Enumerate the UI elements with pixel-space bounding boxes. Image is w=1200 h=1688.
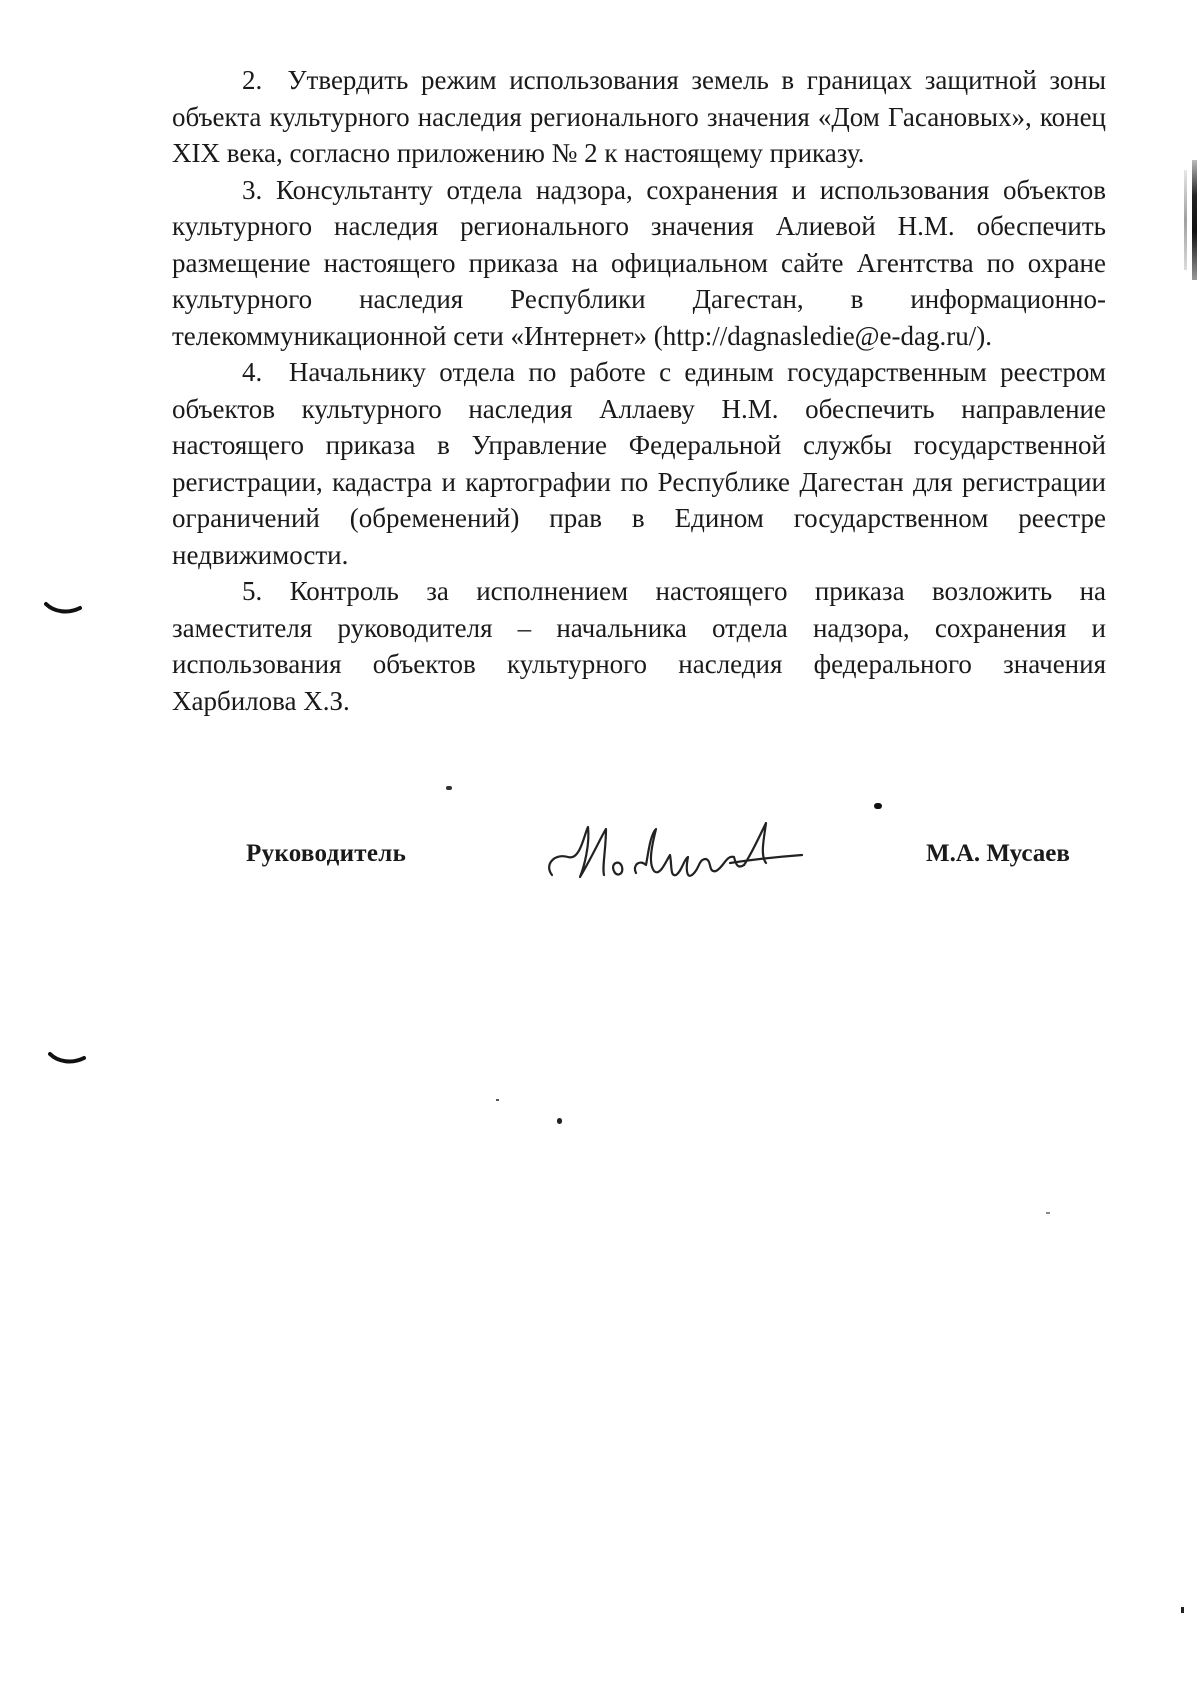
scan-speck bbox=[1046, 1212, 1050, 1214]
scan-speck bbox=[874, 803, 882, 809]
paragraph-5 bbox=[172, 573, 1106, 719]
scan-mark bbox=[48, 1050, 88, 1070]
paragraph-number: 3. bbox=[242, 174, 263, 205]
document-body bbox=[172, 62, 1106, 719]
scan-speck bbox=[557, 1118, 562, 1124]
paragraph-text: Консультанту отдела надзора, сохранения и использования объектов культурного наследия регионального значения Алиевой Н.М. обеспечить размещение настоящего приказа на официальном сайте Агентства по охране культурного наследия Республики Дагестан, в информационно-телекоммуникационной сети «Интернет» (http://dagnasledie@e-dag.ru/). bbox=[172, 174, 1107, 351]
signatory-name: М.А. Мусаев bbox=[926, 840, 1070, 867]
paragraph-number: 4. bbox=[242, 357, 263, 387]
scan-speck bbox=[1181, 1607, 1184, 1613]
scan-speck bbox=[446, 786, 452, 790]
paragraph-text: Контроль за исполнением настоящего приказа возложить на заместителя руководителя – начальника отдела надзора, сохранения и использования объектов культурного наследия федерального значения Харбилова Х.З. bbox=[172, 576, 1107, 716]
paragraph-number: 5. bbox=[242, 576, 263, 606]
scan-edge-strip bbox=[1182, 150, 1200, 290]
scan-mark bbox=[44, 600, 84, 620]
paragraph-text: Начальнику отдела по работе с единым государственным реестром объектов культурного наследия Аллаеву Н.М. обеспечить направление настоящего приказа в Управление Федеральной службы государственной регистрации, кадастра и картографии по Республике Дагестан для регистрации ограничений (обременений) прав в Едином государственном реестре недвижимости. bbox=[172, 357, 1107, 570]
signatory-title: Руководитель bbox=[246, 840, 407, 867]
paragraph-3 bbox=[172, 172, 1106, 355]
paragraph-text: Утвердить режим использования земель в границах защитной зоны объекта культурного наследия регионального значения «Дом Гасановых», конец XIX века, согласно приложению № 2 к настоящему приказу. bbox=[172, 65, 1107, 168]
paragraph-4 bbox=[172, 354, 1106, 573]
paragraph-number: 2. bbox=[242, 65, 263, 95]
paragraph-2 bbox=[172, 62, 1106, 172]
scan-speck bbox=[496, 1099, 499, 1101]
handwritten-signature bbox=[540, 805, 810, 895]
